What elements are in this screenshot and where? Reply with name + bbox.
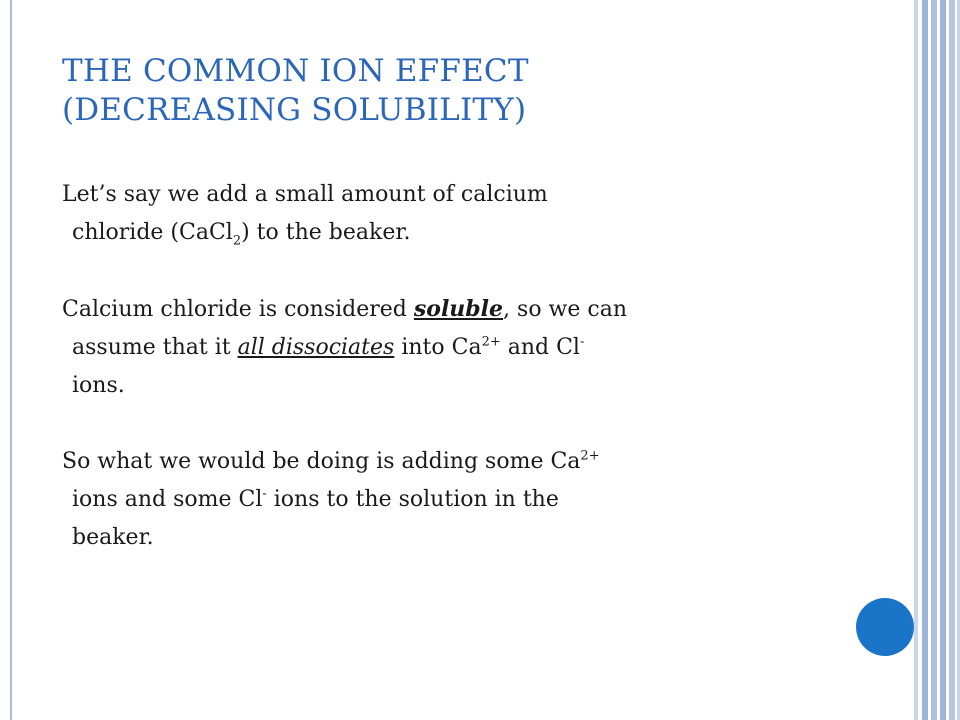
text-fragment: and Cl bbox=[500, 335, 580, 360]
text-fragment: ions and some Cl bbox=[72, 487, 263, 512]
stripe bbox=[940, 0, 946, 720]
stripe bbox=[949, 0, 955, 720]
text-fragment: assume that it bbox=[72, 335, 238, 360]
text-fragment: So what we would be doing is adding some Ca bbox=[62, 449, 581, 474]
stripe bbox=[914, 0, 918, 720]
title-line-2: (DECREASING SOLUBILITY) bbox=[62, 92, 527, 128]
text-fragment: , so we can bbox=[503, 297, 628, 322]
text-fragment: chloride (CaCl bbox=[72, 220, 233, 245]
right-decorative-stripes bbox=[914, 0, 960, 720]
paragraph-3-line-2 bbox=[62, 481, 862, 519]
paragraph-2-line-1 bbox=[62, 290, 862, 329]
paragraph-3-line-1 bbox=[62, 443, 862, 481]
superscript: - bbox=[579, 334, 585, 350]
subscript: 2 bbox=[232, 233, 242, 249]
superscript: 2+ bbox=[580, 448, 600, 464]
underlined-phrase: all dissociates bbox=[237, 335, 395, 360]
superscript: 2+ bbox=[481, 334, 501, 350]
paragraph-2 bbox=[62, 290, 862, 405]
paragraph-1 bbox=[62, 176, 862, 252]
paragraph-2-line-2 bbox=[62, 329, 862, 367]
paragraph-3-line-3: beaker. bbox=[72, 525, 154, 550]
left-border-rule bbox=[10, 0, 12, 720]
text-fragment: Calcium chloride is considered bbox=[62, 297, 414, 322]
stripe bbox=[931, 0, 937, 720]
title-line-1: THE COMMON ION EFFECT bbox=[62, 53, 529, 89]
text-fragment: into Ca bbox=[394, 335, 482, 360]
paragraph-2-line-3: ions. bbox=[72, 373, 125, 398]
emphasized-word-soluble: soluble bbox=[413, 296, 504, 322]
paragraph-1-line-2 bbox=[62, 214, 862, 252]
superscript: - bbox=[262, 486, 267, 502]
text-fragment: ions to the solution in the bbox=[266, 487, 559, 512]
stripe bbox=[922, 0, 928, 720]
slide-body bbox=[62, 176, 862, 595]
decorative-circle bbox=[856, 598, 914, 656]
text-fragment: ) to the beaker. bbox=[241, 220, 411, 245]
slide-title bbox=[62, 52, 862, 130]
paragraph-1-line-1: Let’s say we add a small amount of calcium bbox=[62, 182, 548, 207]
paragraph-3 bbox=[62, 443, 862, 557]
